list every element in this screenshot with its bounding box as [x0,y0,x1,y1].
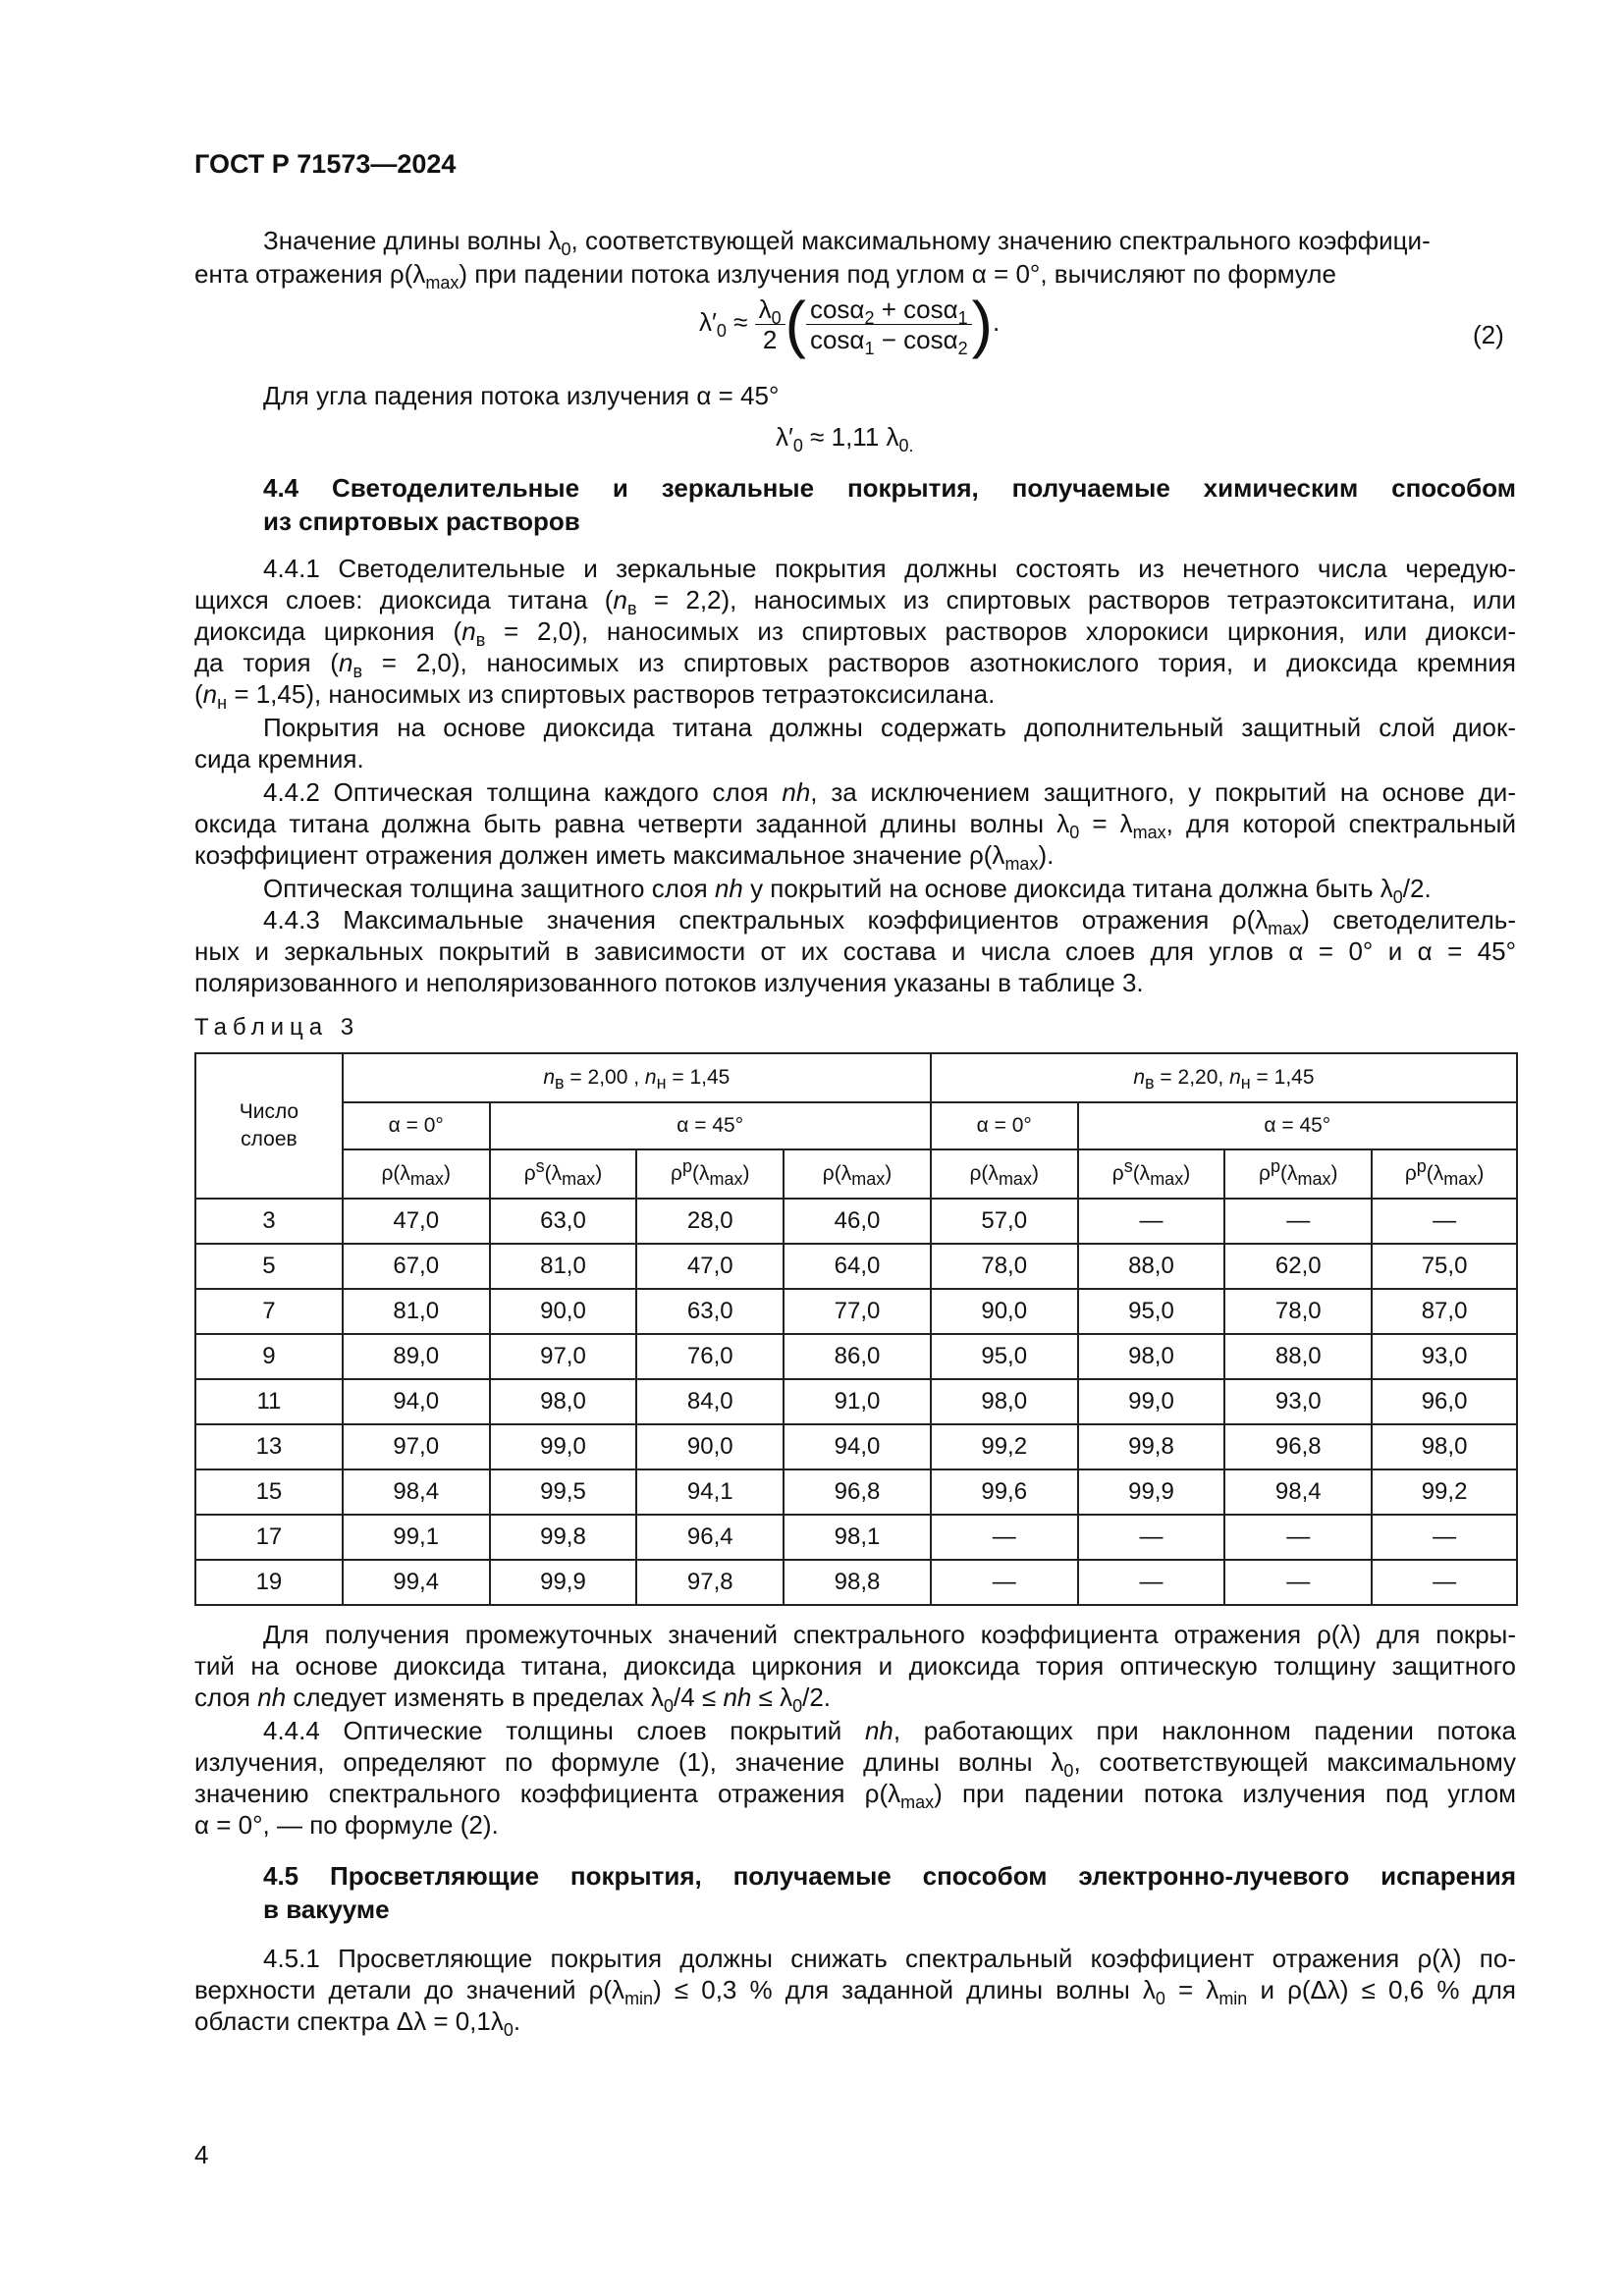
table-cell-value: 75,0 [1372,1244,1517,1289]
table-cell-value: 99,9 [1078,1469,1225,1515]
table-row [195,1379,1517,1424]
s451-line-3: области спектра $\Delta\lambda = 0,1\lambda_0$. [194,2006,521,2041]
after-table-line-3: слоя nh следует изменять в пределах $\lambda_0/4$ ≤ nh ≤ $\lambda_0/2$. [194,1682,832,1717]
table-cell-value: 98,0 [1372,1424,1517,1469]
after-table-line-2: тий на основе диоксида титана, диоксида циркония и диоксида тория оптическую толщину защитного [194,1651,1516,1681]
table-cell-value: 96,8 [784,1469,931,1515]
table-cell-value: 91,0 [784,1379,931,1424]
s443-line-1: 4.4.3 Максимальные значения спектральных коэффициентов отражения $\rho(\lambda_{max})$ светоделитель- [263,905,1516,939]
header-rho-max: $\rho(\lambda_{max})$ [931,1149,1078,1199]
table-cell-layers: 15 [195,1469,343,1515]
table-cell-value: 90,0 [636,1424,784,1469]
table-cell-value: 99,9 [490,1560,637,1605]
table-cell-value: 98,1 [784,1515,931,1560]
formula-2: $\lambda'_0$ ≈ $\frac{\lambda_0}{2}$ ( $\frac{\cos\alpha_2 + \cos\alpha_1}{\cos\alpha_1 - \cos\alpha_2}$ ). [699,289,1001,359]
s451-line-2: верхности детали до значений $\rho(\lambda_{min}) \le 0,3$ % для заданной длины волны $\lambda_0 = \lambda_{min}$ и ρ(Δλ) ≤ 0,6 % для [194,1975,1516,2009]
table-cell-value: 98,0 [1078,1334,1225,1379]
section-4-5-title-line-2: в вакууме [263,1895,390,1924]
s443-line-2: ных и зеркальных покрытий в зависимости от их состава и числа слоев для углов α = 0° и α = 45° [194,936,1516,966]
s444-line-4: α = 0°, — по формуле (2). [194,1810,499,1840]
table-cell-value: 99,6 [931,1469,1078,1515]
header-number-of-layers: Число слоев [195,1053,343,1199]
protective-layer-line-2: сида кремния. [194,744,364,774]
s444-line-3: значению спектрального коэффициента отражения $\rho(\lambda_{max})$ при падении потока излучения под углом [194,1779,1516,1813]
table-cell-value: 99,0 [490,1424,637,1469]
after-table-line-1: Для получения промежуточных значений спектрального коэффициента отражения ρ(λ) для покры- [263,1620,1516,1649]
table-cell-value: 90,0 [490,1289,637,1334]
table-cell-value: 57,0 [931,1199,1078,1244]
s444-line-2: излучения, определяют по формуле (1), значение длины волны $\lambda_0$, соответствующей максимальному [194,1747,1516,1782]
formula-2-inner-fraction: $\frac{\cos\alpha_2 + \cos\alpha_1}{\cos\alpha_1 - \cos\alpha_2}$ [806,294,972,354]
table-cell-value: 78,0 [1224,1289,1372,1334]
table-cell-value: 93,0 [1372,1334,1517,1379]
table-cell-value: 63,0 [490,1199,637,1244]
table-cell-value: 98,0 [490,1379,637,1424]
table-cell-value: 99,8 [490,1515,637,1560]
header-rho-p-max: $\rho^p(\lambda_{max})$ [1372,1149,1517,1199]
table-row [195,1289,1517,1334]
table-cell-value: 96,0 [1372,1379,1517,1424]
table-row [195,1515,1517,1560]
formula-3: $\lambda'_0 \approx 1,11$ $\lambda_{0.}$ [776,422,914,456]
table-cell-value: 98,0 [931,1379,1078,1424]
table-cell-value: — [931,1515,1078,1560]
protective-layer-line-1: Покрытия на основе диоксида титана должны содержать дополнительный защитный слой диок- [263,713,1516,742]
table-cell-value: 98,4 [1224,1469,1372,1515]
table-cell-value: 77,0 [784,1289,931,1334]
table-cell-value: 90,0 [931,1289,1078,1334]
table-cell-value: 86,0 [784,1334,931,1379]
header-group-nv-2-00: $n_в = 2,00$ , $n_н = 1,45$ [343,1053,931,1102]
section-4-4-title-line-2: из спиртовых растворов [263,507,580,536]
table-cell-value: — [1224,1560,1372,1605]
table-cell-value: 95,0 [931,1334,1078,1379]
header-rho-s-max: $\rho^s(\lambda_{max})$ [1078,1149,1225,1199]
table-cell-layers: 9 [195,1334,343,1379]
table-cell-value: 99,0 [1078,1379,1225,1424]
table-cell-value: 99,2 [1372,1469,1517,1515]
document-header: ГОСТ Р 71573—2024 [194,149,457,179]
table-row [195,1560,1517,1605]
table-cell-value: 84,0 [636,1379,784,1424]
table-cell-value: 96,4 [636,1515,784,1560]
table-cell-layers: 13 [195,1424,343,1469]
header-angle-45-group1: α = 45° [490,1102,931,1149]
table-cell-value: 67,0 [343,1244,490,1289]
table-cell-value: 99,2 [931,1424,1078,1469]
table-cell-value: 88,0 [1078,1244,1225,1289]
table-cell-value: 98,4 [343,1469,490,1515]
table-cell-layers: 17 [195,1515,343,1560]
section-4-5-title-line-1: 4.5 Просветляющие покрытия, получаемые способом электронно-лучевого испарения [263,1861,1516,1891]
s444-line-1: 4.4.4 Оптические толщины слоев покрытий nh, работающих при наклонном падении потока [263,1716,1516,1745]
table-cell-layers: 3 [195,1199,343,1244]
s441-line-1: 4.4.1 Светоделительные и зеркальные покрытия должны состоять из нечетного числа чередую- [263,554,1516,583]
table-cell-value: 46,0 [784,1199,931,1244]
s441-line-2: щихся слоев: диоксида титана $(n_в = 2,2)$, наносимых из спиртовых растворов тетраэтоксититана, или [194,585,1517,619]
table-3 [194,1052,1518,1606]
formula-2-number: (2) [1473,320,1504,349]
table-cell-value: — [1372,1560,1517,1605]
s442-line-1: 4.4.2 Оптическая толщина каждого слоя nh, за исключением защитного, у покрытий на основе ди- [263,777,1516,807]
intro-line-3: Для угла падения потока излучения α = 45° [263,381,780,410]
table-cell-value: 28,0 [636,1199,784,1244]
table-row [195,1334,1517,1379]
s442-line-3: коэффициент отражения должен иметь максимальное значение $\rho(\lambda_{max})$. [194,840,1055,875]
table-cell-value: — [1078,1515,1225,1560]
table-cell-value: 88,0 [1224,1334,1372,1379]
table-cell-value: — [1372,1199,1517,1244]
table-cell-value: 93,0 [1224,1379,1372,1424]
protective-thickness-line: Оптическая толщина защитного слоя nh у покрытий на основе диоксида титана должна быть $\lambda_0/2$. [263,874,1432,908]
s441-line-3: диоксида циркония $(n_в = 2,0)$, наносимых из спиртовых растворов хлорокиси циркония, или диокси- [194,616,1516,651]
section-4-4-title-line-1: 4.4 Светоделительные и зеркальные покрытия, получаемые химическим способом [263,473,1516,503]
header-rho-p-max: $\rho^p(\lambda_{max})$ [636,1149,784,1199]
table-cell-value: — [1078,1560,1225,1605]
header-rho-s-max: $\rho^s(\lambda_{max})$ [490,1149,637,1199]
table-cell-value: — [1224,1515,1372,1560]
table-row [195,1244,1517,1289]
table-cell-value: 94,1 [636,1469,784,1515]
table-cell-layers: 7 [195,1289,343,1334]
table-cell-value: 99,1 [343,1515,490,1560]
table-row [195,1469,1517,1515]
table-cell-value: 94,0 [343,1379,490,1424]
intro-line-1: Значение длины волны $\lambda_0$, соответствующей максимальному значению спектрального коэффици- [263,226,1431,260]
table-cell-value: 99,4 [343,1560,490,1605]
table-cell-value: 81,0 [343,1289,490,1334]
table-cell-value: 97,0 [343,1424,490,1469]
formula-2-fraction: $\frac{\lambda_0}{2}$ [755,294,785,354]
table-cell-value: 96,8 [1224,1424,1372,1469]
s441-line-5: $(n_н = 1,45)$, наносимых из спиртовых растворов тетраэтоксисилана. [194,679,996,714]
header-group-nv-2-20: $n_в = 2,20$, $n_н = 1,45$ [931,1053,1517,1102]
s443-line-3: поляризованного и неполяризованного потоков излучения указаны в таблице 3. [194,968,1144,997]
table-cell-value: 89,0 [343,1334,490,1379]
s442-line-2: оксида титана должна быть равна четверти заданной длины волны $\lambda_0 = \lambda_{max}$, для которой спектральный [194,809,1516,843]
table-cell-value: 62,0 [1224,1244,1372,1289]
table-cell-layers: 11 [195,1379,343,1424]
table-cell-value: 98,8 [784,1560,931,1605]
table-cell-value: 64,0 [784,1244,931,1289]
table-cell-value: 95,0 [1078,1289,1225,1334]
table-cell-value: — [931,1560,1078,1605]
header-rho-max: $\rho(\lambda_{max})$ [343,1149,490,1199]
table-cell-value: 76,0 [636,1334,784,1379]
table-cell-value: 97,0 [490,1334,637,1379]
table-cell-value: 87,0 [1372,1289,1517,1334]
header-angle-0-group2: α = 0° [931,1102,1078,1149]
header-rho-max: $\rho(\lambda_{max})$ [784,1149,931,1199]
table-cell-value: 63,0 [636,1289,784,1334]
table-cell-layers: 19 [195,1560,343,1605]
table-row [195,1199,1517,1244]
table-cell-value: 81,0 [490,1244,637,1289]
table-cell-value: — [1224,1199,1372,1244]
table-cell-value: — [1372,1515,1517,1560]
table-cell-value: 47,0 [636,1244,784,1289]
table-3-caption: Таблица 3 [194,1014,360,1041]
table-cell-value: 47,0 [343,1199,490,1244]
header-angle-0-group1: α = 0° [343,1102,490,1149]
table-cell-value: 99,8 [1078,1424,1225,1469]
table-cell-value: — [1078,1199,1225,1244]
page-number: 4 [194,2140,209,2169]
table-cell-value: 94,0 [784,1424,931,1469]
header-rho-p-max: $\rho^p(\lambda_{max})$ [1224,1149,1372,1199]
table-cell-value: 99,5 [490,1469,637,1515]
header-angle-45-group2: α = 45° [1078,1102,1517,1149]
table-row [195,1424,1517,1469]
table-cell-value: 78,0 [931,1244,1078,1289]
table-3-body [195,1199,1517,1605]
s441-line-4: да тория $(n_в = 2,0)$, наносимых из спиртовых растворов азотнокислого тория, и диоксида кремния [194,648,1517,682]
intro-line-2: ента отражения $\rho(\lambda_{max})$ при падении потока излучения под углом α = 0°, вычисляют по формуле [194,259,1336,294]
table-cell-value: 97,8 [636,1560,784,1605]
s451-line-1: 4.5.1 Просветляющие покрытия должны снижать спектральный коэффициент отражения ρ(λ) по- [263,1944,1516,1973]
table-cell-layers: 5 [195,1244,343,1289]
